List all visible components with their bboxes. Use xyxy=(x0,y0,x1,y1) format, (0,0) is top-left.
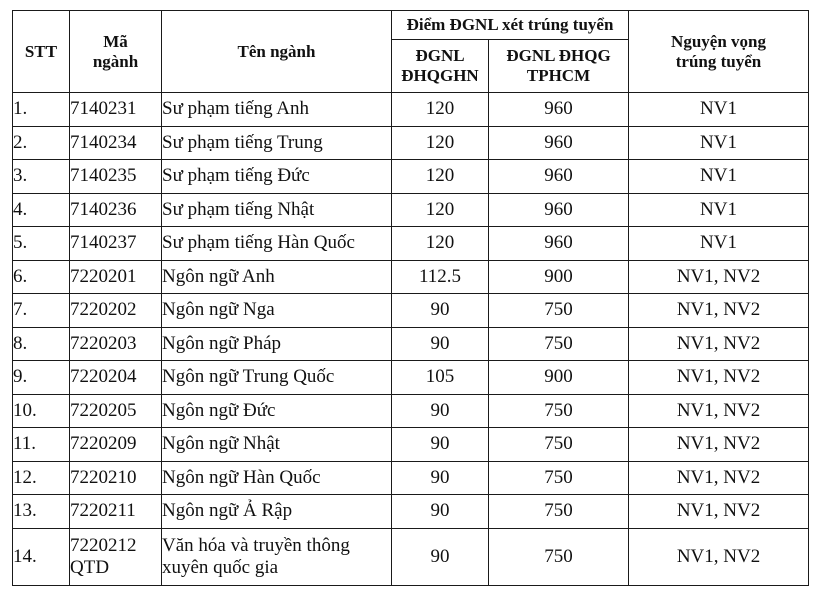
table-row xyxy=(13,495,809,529)
table-row xyxy=(13,361,809,395)
header-hcm-line1: ĐGNL ĐHQG xyxy=(506,46,611,65)
header-stt: STT xyxy=(13,11,70,93)
table-row xyxy=(13,160,809,194)
cell-nv: NV1, NV2 xyxy=(629,394,809,428)
cell-score-hcm: 900 xyxy=(489,260,629,294)
cell-code: 7220211 xyxy=(70,495,162,529)
cell-name: Sư phạm tiếng Hàn Quốc xyxy=(162,227,392,261)
cell-code: 7140236 xyxy=(70,193,162,227)
cell-nv: NV1 xyxy=(629,126,809,160)
cell-score-hn: 90 xyxy=(392,428,489,462)
cell-nv: NV1, NV2 xyxy=(629,428,809,462)
table-row xyxy=(13,93,809,127)
cell-code-line1: 7220212 xyxy=(70,534,137,556)
cell-stt: 1. xyxy=(13,93,70,127)
cell-score-hn: 90 xyxy=(392,327,489,361)
cell-nv: NV1, NV2 xyxy=(629,294,809,328)
admission-score-table xyxy=(12,10,809,586)
table-row xyxy=(13,428,809,462)
cell-name: Ngôn ngữ Hàn Quốc xyxy=(162,461,392,495)
cell-nv: NV1 xyxy=(629,227,809,261)
cell-score-hcm: 750 xyxy=(489,461,629,495)
cell-name: Ngôn ngữ Trung Quốc xyxy=(162,361,392,395)
header-code-line1: Mã xyxy=(103,31,128,51)
cell-stt: 5. xyxy=(13,227,70,261)
cell-score-hn: 120 xyxy=(392,93,489,127)
cell-score-hn: 120 xyxy=(392,160,489,194)
cell-nv: NV1 xyxy=(629,93,809,127)
cell-code: 7140234 xyxy=(70,126,162,160)
header-hcm-line2: TPHCM xyxy=(526,66,591,85)
table-row xyxy=(13,193,809,227)
header-row-top xyxy=(13,11,809,40)
table-row xyxy=(13,327,809,361)
table-header xyxy=(13,11,809,93)
cell-stt: 2. xyxy=(13,126,70,160)
cell-code: 7220204 xyxy=(70,361,162,395)
cell-stt: 4. xyxy=(13,193,70,227)
cell-score-hcm: 750 xyxy=(489,495,629,529)
cell-code: 7220205 xyxy=(70,394,162,428)
cell-stt: 14. xyxy=(13,528,70,585)
cell-stt: 7. xyxy=(13,294,70,328)
cell-score-hn: 105 xyxy=(392,361,489,395)
cell-nv: NV1 xyxy=(629,160,809,194)
cell-code: 7220203 xyxy=(70,327,162,361)
header-name: Tên ngành xyxy=(162,11,392,93)
cell-score-hcm: 960 xyxy=(489,160,629,194)
table-row xyxy=(13,394,809,428)
cell-stt: 13. xyxy=(13,495,70,529)
cell-nv: NV1, NV2 xyxy=(629,461,809,495)
table-row xyxy=(13,260,809,294)
table-body xyxy=(13,93,809,586)
cell-code-line2: QTD xyxy=(70,556,110,578)
cell-nv: NV1 xyxy=(629,193,809,227)
header-code-line2: ngành xyxy=(92,51,139,71)
cell-code: 7140235 xyxy=(70,160,162,194)
header-hn-line2: ĐHQGHN xyxy=(401,66,479,85)
cell-score-hcm: 960 xyxy=(489,93,629,127)
cell-nv: NV1, NV2 xyxy=(629,327,809,361)
cell-name: Sư phạm tiếng Nhật xyxy=(162,193,392,227)
cell-code: 7220202 xyxy=(70,294,162,328)
cell-score-hcm: 750 xyxy=(489,528,629,585)
cell-name: Ngôn ngữ Đức xyxy=(162,394,392,428)
cell-code: 7220210 xyxy=(70,461,162,495)
cell-score-hcm: 960 xyxy=(489,227,629,261)
cell-score-hn: 90 xyxy=(392,461,489,495)
header-hcm xyxy=(489,40,629,93)
cell-name: Sư phạm tiếng Anh xyxy=(162,93,392,127)
cell-nv: NV1, NV2 xyxy=(629,495,809,529)
cell-score-hn: 120 xyxy=(392,193,489,227)
cell-score-hcm: 750 xyxy=(489,428,629,462)
cell-code xyxy=(70,528,162,585)
cell-score-hn: 120 xyxy=(392,227,489,261)
header-nv-line1: Nguyện vọng xyxy=(671,31,766,51)
cell-stt: 11. xyxy=(13,428,70,462)
cell-stt: 10. xyxy=(13,394,70,428)
table-row xyxy=(13,294,809,328)
table-row xyxy=(13,227,809,261)
header-hn xyxy=(392,40,489,93)
cell-name: Sư phạm tiếng Đức xyxy=(162,160,392,194)
cell-name-line1: Văn hóa và truyền thông xyxy=(162,534,350,556)
cell-nv: NV1, NV2 xyxy=(629,361,809,395)
cell-stt: 12. xyxy=(13,461,70,495)
cell-stt: 6. xyxy=(13,260,70,294)
cell-code: 7220209 xyxy=(70,428,162,462)
table-row xyxy=(13,461,809,495)
cell-score-hcm: 960 xyxy=(489,126,629,160)
cell-name: Ngôn ngữ Pháp xyxy=(162,327,392,361)
table-row xyxy=(13,528,809,585)
cell-score-hcm: 750 xyxy=(489,294,629,328)
cell-score-hcm: 750 xyxy=(489,327,629,361)
cell-code: 7140231 xyxy=(70,93,162,127)
cell-name: Sư phạm tiếng Trung xyxy=(162,126,392,160)
header-hn-line1: ĐGNL xyxy=(415,46,465,65)
table-row xyxy=(13,126,809,160)
cell-score-hn: 90 xyxy=(392,495,489,529)
cell-score-hn: 112.5 xyxy=(392,260,489,294)
header-score-group: Điểm ĐGNL xét trúng tuyển xyxy=(392,11,629,40)
cell-score-hcm: 750 xyxy=(489,394,629,428)
cell-code: 7140237 xyxy=(70,227,162,261)
cell-nv: NV1, NV2 xyxy=(629,260,809,294)
header-code xyxy=(70,11,162,93)
cell-stt: 8. xyxy=(13,327,70,361)
cell-name: Ngôn ngữ Nhật xyxy=(162,428,392,462)
cell-name: Ngôn ngữ Nga xyxy=(162,294,392,328)
header-nv-line2: trúng tuyển xyxy=(675,51,762,71)
cell-name-line2: xuyên quốc gia xyxy=(162,556,279,578)
cell-nv: NV1, NV2 xyxy=(629,528,809,585)
cell-code: 7220201 xyxy=(70,260,162,294)
cell-score-hn: 90 xyxy=(392,528,489,585)
cell-name: Ngôn ngữ Ả Rập xyxy=(162,495,392,529)
cell-score-hn: 120 xyxy=(392,126,489,160)
cell-stt: 9. xyxy=(13,361,70,395)
cell-score-hn: 90 xyxy=(392,394,489,428)
cell-score-hn: 90 xyxy=(392,294,489,328)
cell-score-hcm: 960 xyxy=(489,193,629,227)
cell-stt: 3. xyxy=(13,160,70,194)
cell-name: Ngôn ngữ Anh xyxy=(162,260,392,294)
cell-score-hcm: 900 xyxy=(489,361,629,395)
header-nv xyxy=(629,11,809,93)
cell-name xyxy=(162,528,392,585)
